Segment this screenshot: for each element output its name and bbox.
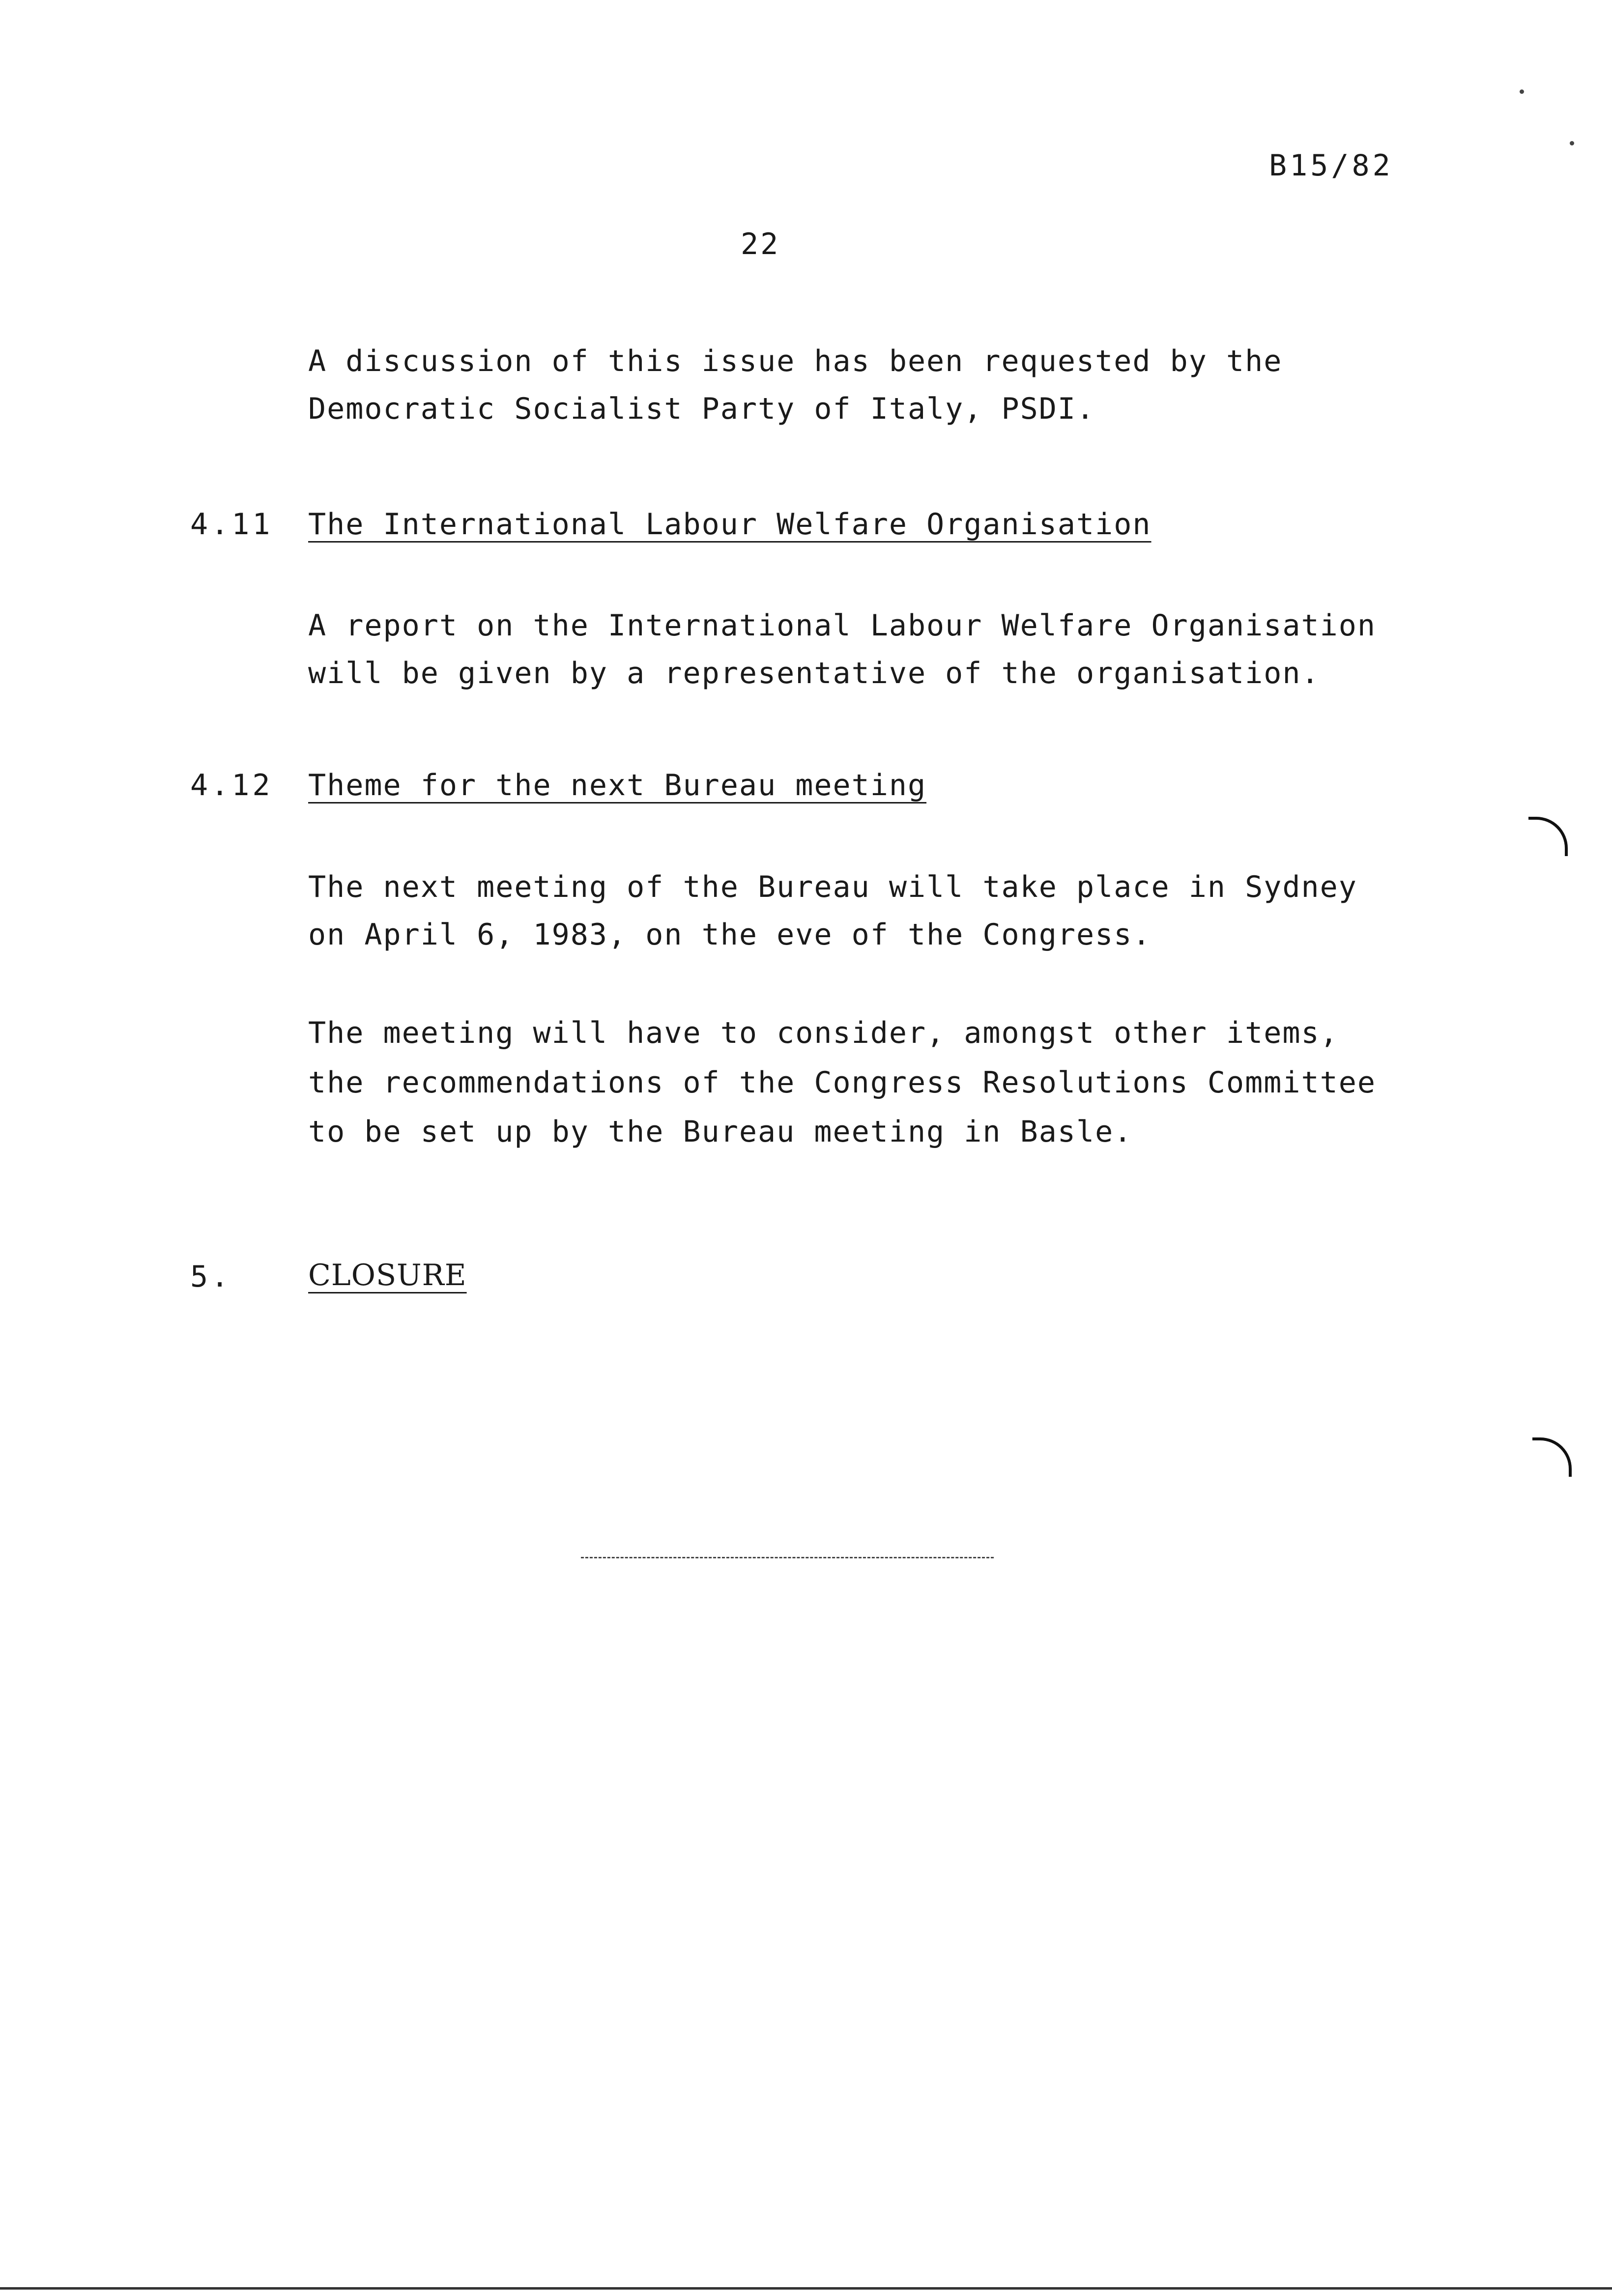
section-number: 5. <box>190 1260 232 1294</box>
section-heading: CLOSURE <box>308 1258 467 1292</box>
end-divider <box>581 1557 994 1558</box>
document-reference: B15/82 <box>1269 148 1393 183</box>
paragraph-line: the recommendations of the Congress Resolutions Committee <box>308 1065 1377 1100</box>
paragraph-line: The next meeting of the Bureau will take place in Sydney <box>308 870 1357 904</box>
scan-mark <box>1520 89 1524 94</box>
page-number: 22 <box>741 227 780 261</box>
scan-mark <box>1570 141 1574 145</box>
binding-hook-mark <box>1532 1437 1572 1477</box>
paragraph-line: will be given by a representative of the organisation. <box>308 656 1320 690</box>
binding-hook-mark <box>1528 817 1568 856</box>
section-heading: Theme for the next Bureau meeting <box>308 768 927 803</box>
scan-edge-line <box>0 2287 1612 2290</box>
section-heading: The International Labour Welfare Organisation <box>308 507 1151 542</box>
paragraph-line: The meeting will have to consider, amongst other items, <box>308 1016 1339 1050</box>
paragraph-line: A discussion of this issue has been requested by the <box>308 344 1283 378</box>
paragraph-line: A report on the International Labour Welfare Organisation <box>308 608 1377 643</box>
section-number: 4.12 <box>190 768 273 803</box>
paragraph-line: Democratic Socialist Party of Italy, PSDI. <box>308 392 1095 426</box>
paragraph-line: to be set up by the Bureau meeting in Basle. <box>308 1115 1133 1149</box>
section-number: 4.11 <box>190 507 273 542</box>
paragraph-line: on April 6, 1983, on the eve of the Congress. <box>308 918 1151 952</box>
